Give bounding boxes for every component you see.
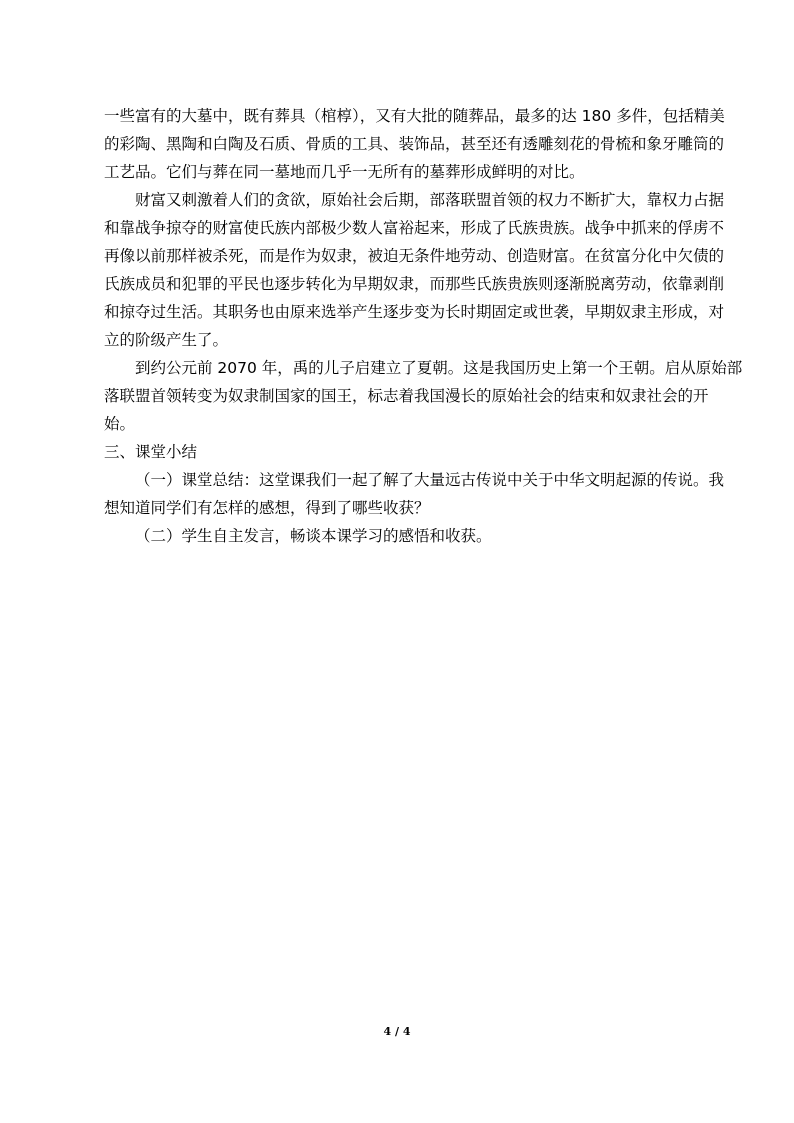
section-heading: 三、课堂小结 [104,443,198,461]
text-line: （一）课堂总结：这堂课我们一起了解了大量远古传说中关于中华文明起源的传说。我 [135,471,725,489]
text-line: 和靠战争掠夺的财富使氏族内部极少数人富裕起来，形成了氏族贵族。战争中抓来的俘虏不 [104,219,725,237]
text-line: 财富又刺激着人们的贪欲，原始社会后期，部落联盟首领的权力不断扩大，靠权力占据 [135,191,725,209]
text-line: 落联盟首领转变为奴隶制国家的国王，标志着我国漫长的原始社会的结束和奴隶社会的开 [104,387,709,405]
text-line: 始。 [104,415,136,433]
text-line: 一些富有的大墓中，既有葬具（棺椁），又有大批的随葬品，最多的达 180 多件，包括精美 [104,107,725,125]
text-line: 的彩陶、黑陶和白陶及石质、骨质的工具、装饰品，甚至还有透雕刻花的骨梳和象牙雕筒的 [104,135,725,153]
paragraph-burial-goods [104,102,725,186]
text-line: 到约公元前 2070 年，禹的儿子启建立了夏朝。这是我国历史上第一个王朝。启从原始部 [135,359,743,377]
text-line: （二）学生自主发言，畅谈本课学习的感悟和收获。 [135,527,492,545]
text-line: 氏族成员和犯罪的平民也逐步转化为早期奴隶，而那些氏族贵族则逐渐脱离劳动，依靠剥削 [104,275,725,293]
text-line: 想知道同学们有怎样的感想，得到了哪些收获？ [104,499,430,517]
paragraph-xia-dynasty [104,354,743,438]
document-body [104,102,743,550]
text-line: 工艺品。它们与葬在同一墓地而几乎一无所有的墓葬形成鲜明的对比。 [104,163,585,181]
text-line: 立的阶级产生了。 [104,331,229,349]
summary-item-1 [104,466,725,522]
text-line: 和掠夺过生活。其职务也由原来选举产生逐步变为长时期固定或世袭，早期奴隶主形成，对 [104,303,725,321]
page-number: 4 / 4 [383,1025,411,1038]
paragraph-wealth-and-classes [104,186,725,354]
text-line: 再像以前那样被杀死，而是作为奴隶，被迫无条件地劳动、创造财富。在贫富分化中欠债的 [104,247,725,265]
summary-item-2 [104,522,714,550]
